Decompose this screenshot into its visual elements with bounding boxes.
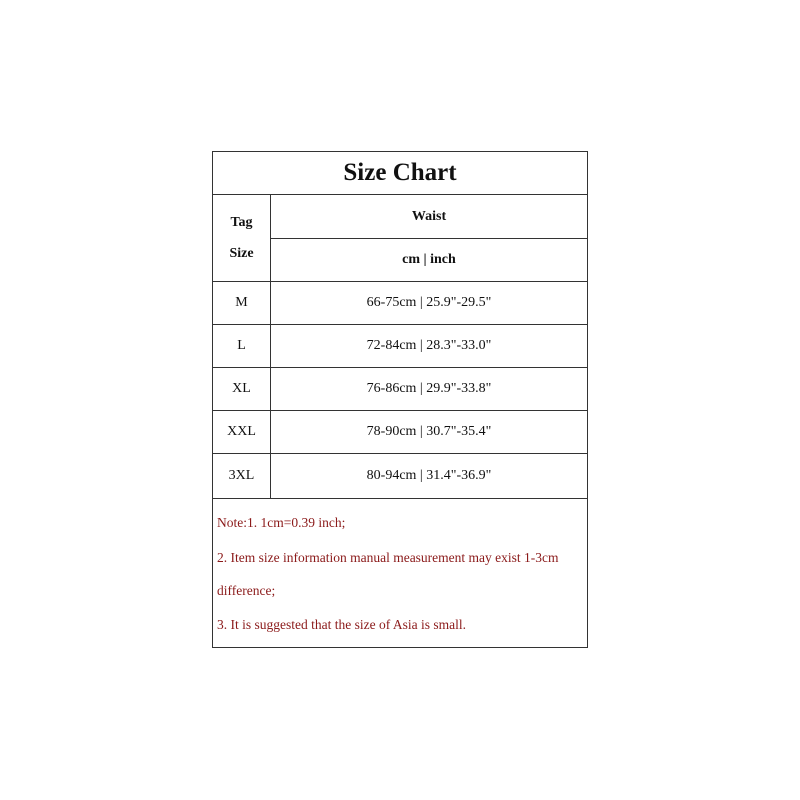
table-row (213, 282, 587, 325)
waist-cell: 66-75cm | 25.9"-29.5" (366, 295, 492, 310)
note-line-1: Note:1. 1cm=0.39 inch; (217, 515, 346, 530)
tag-size-header (213, 195, 271, 282)
tag-header-line2: Size (229, 246, 254, 261)
note-line-4: 3. It is suggested that the size of Asia is small. (217, 617, 466, 632)
table-row (213, 325, 587, 368)
chart-title: Size Chart (213, 152, 587, 195)
waist-cell: 80-94cm | 31.4"-36.9" (366, 468, 492, 483)
waist-header: Waist (271, 195, 587, 239)
waist-cell: 78-90cm | 30.7"-35.4" (366, 424, 492, 439)
size-cell: XL (213, 368, 271, 410)
waist-cell: 72-84cm | 28.3"-33.0" (366, 338, 492, 353)
size-cell: 3XL (213, 454, 271, 498)
table-row (213, 411, 587, 454)
size-cell: M (213, 282, 271, 324)
size-chart-table (212, 151, 588, 648)
tag-header-line1: Tag (230, 215, 253, 230)
size-cell: L (213, 325, 271, 367)
unit-header: cm | inch (271, 239, 587, 282)
table-row (213, 454, 587, 499)
waist-cell: 76-86cm | 29.9"-33.8" (366, 381, 492, 396)
size-cell: XXL (213, 411, 271, 453)
table-row (213, 368, 587, 411)
note-line-2: 2. Item size information manual measurement may exist 1-3cm (217, 550, 559, 565)
note-line-3: difference; (217, 583, 276, 598)
